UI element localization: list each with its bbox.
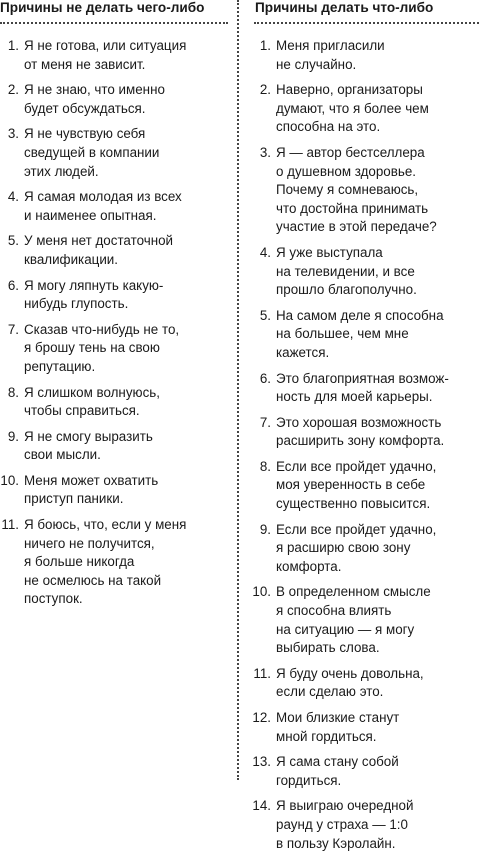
left-column [0, 0, 228, 607]
item-number: 1. [7, 38, 19, 53]
item-text-line: расширить зону комфорта. [276, 433, 445, 449]
list-item [248, 665, 479, 702]
item-number: 12. [252, 710, 271, 725]
item-text-line: поступок. [24, 591, 83, 607]
item-text-line: Я буду очень довольна, [276, 665, 424, 681]
list-item [0, 81, 228, 118]
item-number: 5. [259, 307, 271, 323]
item-text-line: способна на это. [276, 119, 381, 135]
item-text-line: на ситуацию — я могу [276, 621, 415, 637]
item-text-line: будет обсуждаться. [24, 100, 146, 116]
right-reasons-list [248, 37, 479, 860]
item-text-line: Я не знаю, что именно [24, 82, 165, 98]
item-text-line: ность для моей карьеры. [276, 389, 433, 405]
item-text-line: Я — автор бестселлера [276, 144, 425, 160]
item-text-line: На самом деле я способна [276, 307, 444, 323]
item-text-line: не осмелюсь на такой [24, 572, 162, 588]
list-item [0, 125, 228, 181]
item-text-line: раунд у страха — 1:0 [276, 816, 408, 832]
item-text-line: чтобы справиться. [24, 403, 140, 419]
item-text-line: если сделаю это. [276, 684, 384, 700]
left-reasons-list [0, 37, 228, 616]
item-text-line: Я слишком волнуюсь, [24, 384, 160, 400]
item-number: 2. [7, 82, 19, 98]
item-number: 14. [252, 798, 271, 814]
item-text-line: репутацию. [24, 358, 96, 374]
item-text-line: Это благоприятная возмож- [276, 370, 449, 386]
item-text-line: сведущей в компании [24, 144, 160, 160]
item-number: 10. [0, 472, 19, 488]
item-number: 1. [259, 38, 271, 53]
item-text-line: Я боюсь, что, если у меня [24, 517, 187, 533]
list-item [248, 583, 479, 657]
item-number: 7. [7, 321, 19, 337]
list-item [248, 244, 479, 300]
item-text-line: кажется. [276, 344, 330, 360]
item-number: 2. [259, 82, 271, 98]
list-item [248, 521, 479, 577]
item-text-line: не случайно. [276, 56, 357, 72]
list-item [248, 414, 479, 451]
item-number: 3. [259, 144, 271, 160]
item-number: 8. [259, 458, 271, 474]
item-text-line: комфорта. [276, 558, 342, 574]
list-item [248, 797, 479, 853]
item-number: 3. [7, 126, 19, 142]
item-text-line: я способна влиять [276, 603, 392, 619]
list-item [248, 753, 479, 790]
left-column-title: Причины не делать чего-либо [0, 0, 205, 15]
item-text-line: Я уже выступала [276, 244, 383, 260]
item-text-line: Я не чувствую себя [24, 126, 146, 142]
item-text-line: существенно повысится. [276, 496, 431, 512]
list-item [0, 277, 228, 314]
item-number: 9. [7, 428, 19, 444]
item-number: 11. [1, 517, 19, 533]
item-number: 11. [253, 665, 271, 681]
item-text-line: моя уверенность в себе [276, 477, 426, 493]
item-text-line: Я выиграю очередной [276, 798, 414, 814]
item-number: 6. [7, 277, 19, 293]
item-number: 13. [252, 754, 271, 770]
item-text-line: этих людей. [24, 163, 99, 179]
column-divider [237, 0, 239, 780]
item-text-line: выбирать слова. [276, 640, 380, 656]
item-text-line: приступ паники. [24, 491, 124, 507]
list-item [248, 370, 479, 407]
item-text-line: и наименее опытная. [24, 207, 157, 223]
list-item [0, 321, 228, 377]
item-number: 4. [259, 244, 271, 260]
item-text-line: я расширю свою зону [276, 540, 411, 556]
item-text-line: на большее, чем мне [276, 326, 409, 342]
list-item [0, 428, 228, 465]
list-item [0, 188, 228, 225]
item-text-line: Мои близкие станут [276, 710, 400, 725]
item-text-line: ничего не получится, [24, 535, 155, 551]
item-text-line: Наверно, организаторы [276, 82, 423, 98]
item-text-line: мной гордиться. [276, 728, 377, 744]
list-item [0, 516, 228, 609]
right-title-rule [254, 22, 479, 24]
list-item [248, 81, 479, 137]
item-text-line: Почему я сомневаюсь, [276, 182, 419, 198]
item-text-line: Сказав что-нибудь не то, [24, 321, 180, 337]
item-text-line: Я самая молодая из всех [24, 189, 182, 205]
item-text-line: от меня не зависит. [24, 56, 146, 72]
list-item [248, 144, 479, 237]
item-text-line: квалификации. [24, 251, 119, 267]
list-item [248, 307, 479, 363]
item-text-line: У меня нет достаточной [24, 233, 174, 249]
item-number: 8. [7, 384, 19, 400]
item-text-line: что достойна принимать [276, 200, 429, 216]
item-text-line: участие в этой передаче? [276, 219, 437, 235]
item-number: 10. [252, 584, 271, 600]
item-text-line: Я сама стану собой [276, 754, 399, 770]
item-text-line: думают, что я более чем [276, 100, 429, 116]
item-text-line: Если все пройдет удачно, [276, 458, 437, 474]
item-number: 5. [7, 233, 19, 249]
item-number: 7. [259, 414, 271, 430]
item-text-line: В определенном смысле [276, 584, 431, 600]
item-number: 9. [259, 521, 271, 537]
item-text-line: в пользу Кэролайн. [276, 835, 396, 851]
item-number: 4. [7, 189, 19, 205]
item-text-line: Я не смогу выразить [24, 428, 153, 444]
item-text-line: я больше никогда [24, 554, 135, 570]
item-text-line: Меня пригласили [276, 38, 385, 53]
item-text-line: Я не готова, или ситуация [24, 38, 187, 53]
list-item [0, 384, 228, 421]
left-title-rule [0, 22, 228, 24]
item-text-line: на телевидении, и все [276, 263, 415, 279]
item-text-line: гордиться. [276, 772, 342, 788]
right-column-title: Причины делать что-либо [255, 0, 434, 15]
item-number: 6. [259, 370, 271, 386]
item-text-line: свои мысли. [24, 447, 101, 463]
list-item [0, 472, 228, 509]
item-text-line: я брошу тень на свою [24, 340, 160, 356]
list-item [248, 458, 479, 514]
list-item [0, 37, 228, 74]
list-item [0, 232, 228, 269]
item-text-line: Если все пройдет удачно, [276, 521, 437, 537]
item-text-line: Меня может охватить [24, 472, 159, 488]
item-text-line: прошло благополучно. [276, 282, 417, 298]
item-text-line: нибудь глупость. [24, 296, 129, 312]
item-text-line: о душевном здоровье. [276, 163, 417, 179]
item-text-line: Я могу ляпнуть какую- [24, 277, 164, 293]
right-column [248, 0, 479, 851]
list-item [248, 709, 479, 746]
item-text-line: Это хорошая возможность [276, 414, 442, 430]
list-item [248, 37, 479, 74]
